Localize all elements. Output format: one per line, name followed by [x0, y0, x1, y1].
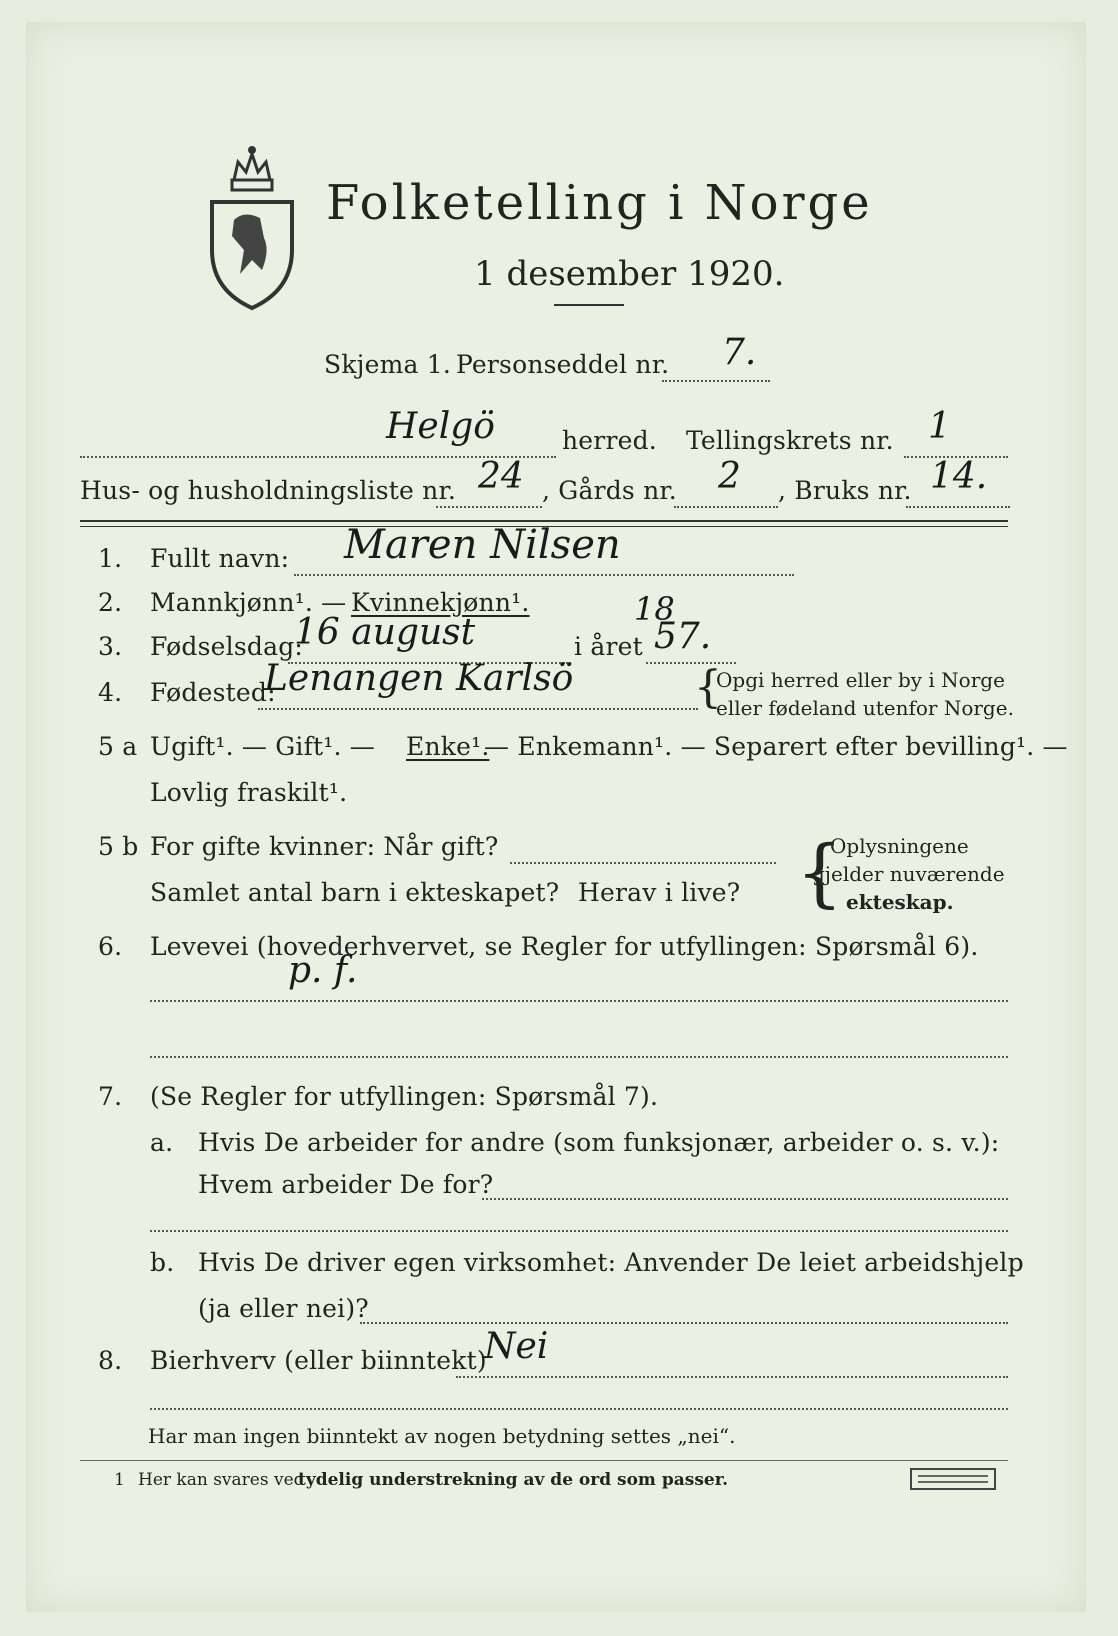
skjema-label: Skjema 1.	[324, 350, 452, 379]
q4-note-1: Opgi herred eller by i Norge	[716, 668, 1005, 692]
q5b-note-3: ekteskap.	[846, 890, 954, 914]
printer-stamp-icon	[910, 1468, 996, 1490]
q8-number: 8.	[98, 1346, 123, 1375]
q3-number: 3.	[98, 632, 123, 661]
q3-label: Fødselsdag:	[150, 632, 304, 661]
q1-line	[294, 574, 794, 576]
q7a-label: Hvis De arbeider for andre (som funksjonær, arbeider o. s. v.):	[198, 1128, 1000, 1157]
q3-year-label: i året	[574, 632, 643, 661]
q5b-line-1	[510, 862, 776, 864]
q7b-line	[360, 1322, 1008, 1324]
q7a-label-2: Hvem arbeider De for?	[198, 1170, 494, 1199]
q1-label: Fullt navn:	[150, 544, 290, 573]
bruks-label: , Bruks nr.	[778, 476, 912, 505]
q8-line	[456, 1376, 1008, 1378]
q5a-line2: Lovlig fraskilt¹.	[150, 778, 348, 807]
q4-number: 4.	[98, 678, 123, 707]
census-date: 1 desember 1920.	[474, 254, 785, 294]
q6-value: p. f.	[288, 950, 358, 991]
q8-label: Bierhverv (eller biinntekt)	[150, 1346, 487, 1375]
q5b-note-1: Oplysningene	[830, 834, 969, 858]
q3-year-value: 57.	[654, 616, 712, 657]
personseddel-line	[662, 380, 770, 382]
footnote-text-a: Her kan svares ved	[138, 1470, 305, 1490]
gards-line	[674, 506, 778, 508]
herred-label: herred.	[562, 426, 657, 455]
hus-value: 24	[478, 456, 524, 497]
footnote-text-b: tydelig understrekning av de ord som passer.	[298, 1470, 729, 1490]
q2-number: 2.	[98, 588, 123, 617]
q3-value: 16 august	[294, 612, 476, 653]
form-title: Folketelling i Norge	[326, 175, 873, 231]
q8-value: Nei	[484, 1326, 549, 1367]
q5a-label: Ugift¹. — Gift¹. —	[150, 732, 376, 761]
biinntekt-note: Har man ingen biinntekt av nogen betydning settes „nei“.	[148, 1424, 736, 1448]
q5b-note-2: gjelder nuværende	[812, 862, 1005, 886]
q7a-line-1	[482, 1198, 1008, 1200]
q5b-label-3: Herav i live?	[578, 878, 741, 907]
q7-number: 7.	[98, 1082, 123, 1111]
q4-line	[258, 708, 698, 710]
bruks-value: 14.	[930, 456, 988, 497]
hus-label: Hus- og husholdningsliste nr.	[80, 476, 457, 505]
q6-label: Levevei (hovederhvervet, se Regler for utfyllingen: Spørsmål 6).	[150, 932, 979, 961]
gards-value: 2	[718, 456, 741, 497]
q4-note-2: eller fødeland utenfor Norge.	[716, 696, 1014, 720]
q6-line-1	[150, 1000, 1008, 1002]
q3-year-line	[646, 662, 736, 664]
q7b-label: Hvis De driver egen virksomhet: Anvender De leiet arbeidshjelp	[198, 1248, 1024, 1277]
gards-label: , Gårds nr.	[542, 476, 677, 505]
q7a-number: a.	[150, 1128, 174, 1157]
personseddel-value: 7.	[722, 332, 757, 373]
q3-year-prefix: 18	[634, 590, 675, 628]
footnote-number: 1	[114, 1470, 125, 1490]
q1-number: 1.	[98, 544, 123, 573]
hus-line	[436, 506, 542, 508]
q7a-line-2	[150, 1230, 1008, 1232]
q6-number: 6.	[98, 932, 123, 961]
q7-label: (Se Regler for utfyllingen: Spørsmål 7).	[150, 1082, 659, 1111]
personseddel-label: Personseddel nr.	[456, 350, 670, 379]
q5a-number: 5 a	[98, 732, 138, 761]
q2-female: Kvinnekjønn¹.	[351, 588, 530, 617]
q5b-label-2: Samlet antal barn i ekteskapet?	[150, 878, 560, 907]
q2-male: Mannkjønn¹. —	[150, 588, 347, 617]
q5b-number: 5 b	[98, 832, 139, 861]
q7b-label-2: (ja eller nei)?	[198, 1294, 369, 1323]
q4-brace: {	[694, 662, 722, 713]
tellingskrets-value: 1	[928, 406, 951, 447]
q4-label: Fødested:	[150, 678, 276, 707]
q1-value: Maren Nilsen	[344, 522, 621, 568]
q4-value: Lenangen Karlsö	[264, 658, 574, 699]
q5b-label: For gifte kvinner: Når gift?	[150, 832, 499, 861]
herred-value: Helgö	[386, 406, 495, 447]
q5a-rest: — Enkemann¹. — Separert efter bevilling¹. —	[484, 732, 1068, 761]
q7b-number: b.	[150, 1248, 175, 1277]
q8-line-2	[150, 1408, 1008, 1410]
footnote-divider	[80, 1460, 1008, 1461]
title-divider	[554, 304, 624, 306]
coat-of-arms-icon	[204, 140, 300, 312]
q6-line-2	[150, 1056, 1008, 1058]
census-form	[26, 22, 1086, 1612]
q5a-enke: Enke¹.	[406, 732, 490, 761]
bruks-line	[906, 506, 1010, 508]
q5b-brace: {	[796, 830, 844, 916]
tellingskrets-label: Tellingskrets nr.	[686, 426, 894, 455]
